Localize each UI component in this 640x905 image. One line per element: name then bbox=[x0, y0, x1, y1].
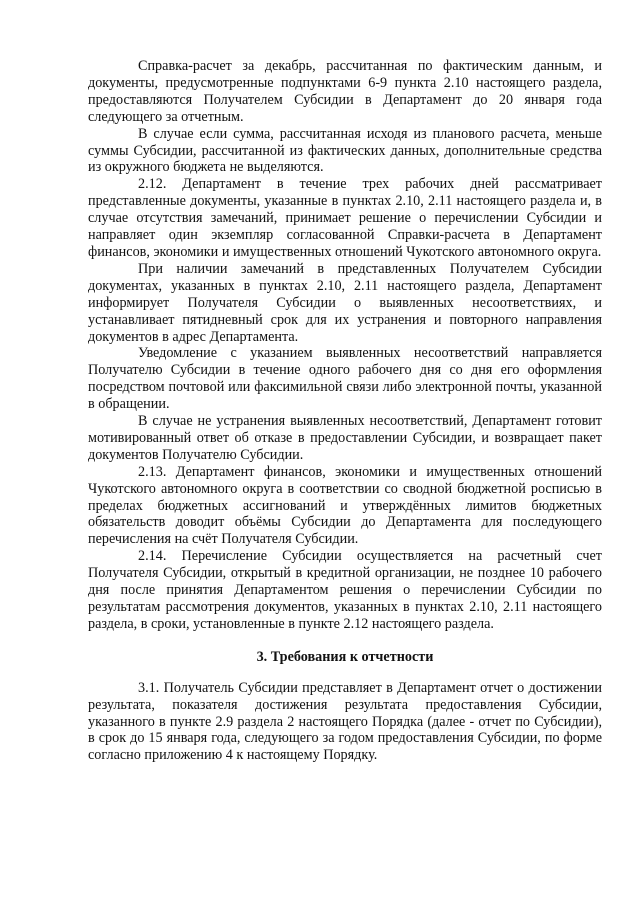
paragraph-notification: Уведомление с указанием выявленных несоответствий направляется Получателю Субсидии в течение одного рабочего дня со дня его оформления посредством почтовой или факсимильной связи либо электронной почты, указанной в обращении. bbox=[88, 345, 602, 413]
paragraph-3-1: 3.1. Получатель Субсидии представляет в Департамент отчет о достижении результата, показателя достижения результата предоставления Субсидии, указанного в пункте 2.9 раздела 2 настоящего Порядка (далее - отчет по Субсидии), в срок до 15 января года, следующего за годом предоставления Субсидии, по форме согласно приложению 4 к настоящему Порядку. bbox=[88, 679, 602, 764]
document-page bbox=[88, 58, 602, 764]
paragraph-remarks: При наличии замечаний в представленных Получателем Субсидии документах, указанных в пунктах 2.10, 2.11 настоящего раздела, Департамент информирует Получателя Субсидии о выявленных несоответствиях, и устанавливает пятидневный срок для их устранения и повторного направления документов в адрес Департамента. bbox=[88, 260, 602, 345]
paragraph-2-12: 2.12. Департамент в течение трех рабочих дней рассматривает представленные документы, указанные в пунктах 2.10, 2.11 настоящего раздела и, в случае отсутствия замечаний, принимает решение о перечислении Субсидии и направляет один экземпляр согласованной Справки-расчета в Департамент финансов, экономики и имущественных отношений Чукотского автономного округа. bbox=[88, 176, 602, 260]
paragraph-additional-funds: В случае если сумма, рассчитанная исходя из планового расчета, меньше суммы Субсидии, рассчитанной из фактических данных, дополнительные средства из окружного бюджета не выделяются. bbox=[88, 125, 602, 176]
paragraph-refusal: В случае не устранения выявленных несоответствий, Департамент готовит мотивированный ответ об отказе в предоставлении Субсидии, и возвращает пакет документов Получателю Субсидии. bbox=[88, 413, 602, 463]
paragraph-december-calculation: Справка-расчет за декабрь, рассчитанная по фактическим данным, и документы, предусмотренные подпунктами 6-9 пункта 2.10 настоящего раздела, предоставляются Получателем Субсидии в Департамент до 20 января года следующего за отчетным. bbox=[88, 58, 602, 125]
section-heading: 3. Требования к отчетности bbox=[256, 648, 434, 665]
paragraph-2-14: 2.14. Перечисление Субсидии осуществляется на расчетный счет Получателя Субсидии, открытый в кредитной организации, не позднее 10 рабочего дня после принятия Департаментом решения о перечислении Субсидии по результатам рассмотрения документов, указанных в пунктах 2.10, 2.11 настоящего раздела, в сроки, установленные в пункте 2.12 настоящего раздела. bbox=[88, 548, 602, 632]
paragraph-2-13: 2.13. Департамент финансов, экономики и имущественных отношений Чукотского автономного округа в соответствии со сводной бюджетной росписью в пределах бюджетных ассигнований и утверждённых лимитов бюджетных обязательств доводит объёмы Субсидии до Департамента для последующего перечисления на счёт Получателя Субсидии. bbox=[88, 463, 602, 548]
